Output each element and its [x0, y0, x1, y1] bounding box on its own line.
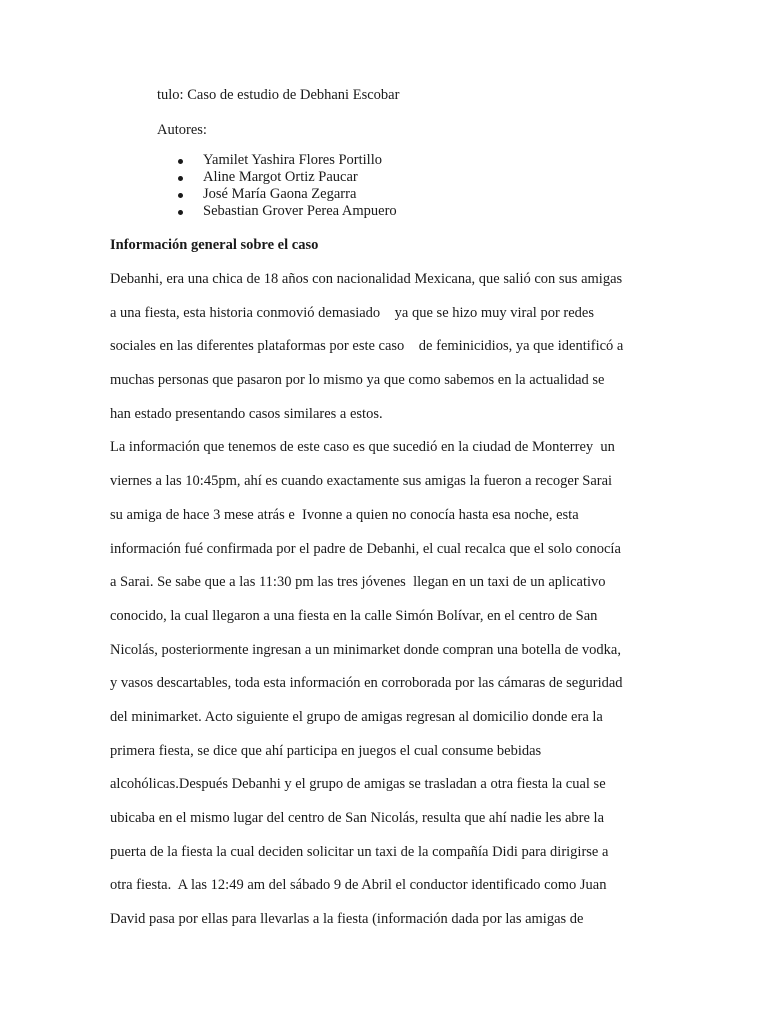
text-line: del minimarket. Acto siguiente el grupo de amigas regresan al domicilio donde era la	[110, 708, 603, 725]
text-line: y vasos descartables, toda esta información en corroborada por las cámaras de seguridad	[110, 675, 623, 692]
text-line: muchas personas que pasaron por lo mismo ya que como sabemos en la actualidad se	[110, 372, 605, 389]
text-line: han estado presentando casos similares a estos.	[110, 405, 383, 422]
text-line: David pasa por ellas para llevarlas a la fiesta (información dada por las amigas de	[110, 911, 584, 928]
bullet-icon	[178, 159, 183, 164]
author-item	[157, 169, 397, 186]
author-name: Sebastian Grover Perea Ampuero	[203, 203, 397, 219]
author-name: Yamilet Yashira Flores Portillo	[203, 152, 382, 168]
text-line: información fué confirmada por el padre de Debanhi, el cual recalca que el solo conocía	[110, 540, 621, 557]
text-line: primera fiesta, se dice que ahí participa en juegos el cual consume bebidas	[110, 742, 542, 759]
text-line: otra fiesta. A las 12:49 am del sábado 9 de Abril el conductor identificado como Juan	[110, 877, 607, 894]
author-item	[157, 203, 397, 220]
authors-label: Autores:	[157, 122, 207, 138]
text-line: La información que tenemos de este caso es que sucedió en la ciudad de Monterrey un	[110, 439, 615, 456]
bullet-icon	[178, 210, 183, 215]
text-line: Nicolás, posteriormente ingresan a un minimarket donde compran una botella de vodka,	[110, 641, 621, 658]
section-heading: Información general sobre el caso	[110, 237, 319, 253]
body-text	[110, 269, 650, 943]
author-name: José María Gaona Zegarra	[203, 186, 357, 202]
authors-list	[157, 152, 397, 220]
bullet-icon	[178, 193, 183, 198]
text-line: su amiga de hace 3 mese atrás e Ivonne a quien no conocía hasta esa noche, esta	[110, 506, 579, 523]
text-line: viernes a las 10:45pm, ahí es cuando exactamente sus amigas la fueron a recoger Sarai	[110, 473, 613, 490]
text-line: conocido, la cual llegaron a una fiesta en la calle Simón Bolívar, en el centro de San	[110, 607, 598, 624]
author-item	[157, 152, 397, 169]
document-title: tulo: Caso de estudio de Debhani Escobar	[157, 87, 400, 103]
text-line: Debanhi, era una chica de 18 años con nacionalidad Mexicana, que salió con sus amigas	[110, 271, 623, 287]
text-line: alcohólicas.Después Debanhi y el grupo de amigas se trasladan a otra fiesta la cual se	[110, 776, 606, 793]
text-line: a una fiesta, esta historia conmovió demasiado ya que se hizo muy viral por redes	[110, 304, 594, 321]
text-line: a Sarai. Se sabe que a las 11:30 pm las tres jóvenes llegan en un taxi de un aplicativo	[110, 574, 606, 591]
text-line: ubicaba en el mismo lugar del centro de San Nicolás, resulta que ahí nadie les abre la	[110, 810, 605, 826]
text-line: sociales en las diferentes plataformas por este caso de feminicidios, ya que identificó a	[110, 338, 624, 355]
author-item	[157, 186, 397, 203]
bullet-icon	[178, 176, 183, 181]
text-line: puerta de la fiesta la cual deciden solicitar un taxi de la compañía Didi para dirigirse a	[110, 843, 609, 860]
author-name: Aline Margot Ortiz Paucar	[203, 169, 358, 185]
